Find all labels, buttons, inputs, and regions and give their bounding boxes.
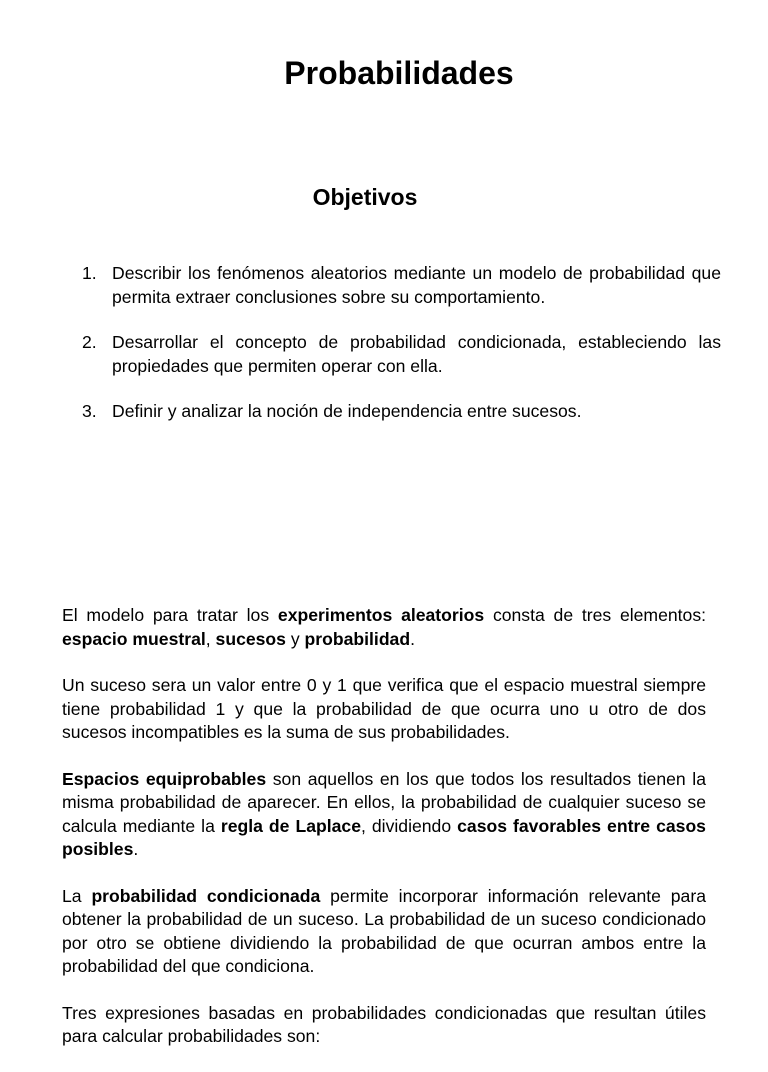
list-item (80, 400, 721, 424)
text-span: . (133, 839, 139, 859)
bold-term-espacio-muestral: espacio muestral (62, 628, 206, 649)
list-item (80, 262, 721, 309)
text-span: La (62, 885, 92, 906)
bold-term-casos-favorables: casos favorables entre casos posibles (62, 815, 706, 859)
bold-term-regla-de-laplace: regla de Laplace (220, 815, 361, 836)
text-span: permite incorporar información relevante para obtener la probabilidad de un suceso. La probabilidad de un suceso condicionado por otro se obtiene dividiendo la probabilidad de que ocurran ambos entre la probabilidad del que condiciona. (62, 885, 706, 976)
bold-term-probabilidad: probabilidad (304, 628, 411, 649)
bold-term-experimentos-aleatorios: experimentos aleatorios (277, 605, 485, 625)
text-span: Un suceso sera un valor entre 0 y 1 que verifica que el espacio muestral siempre tiene probabilidad 1 y que la probabilidad de que ocurra uno u otro de dos sucesos incompatibles es la suma de sus probabilidades. (62, 675, 706, 742)
paragraph-three-expressions (62, 1002, 706, 1049)
text-span: son aquellos en los que todos los resultados tienen la misma probabilidad de aparecer. En ellos, la probabilidad de cualquier suceso se calcula mediante la (62, 768, 706, 836)
paragraph-conditional-probability (62, 885, 706, 979)
text-span: El modelo para tratar los (62, 605, 278, 625)
list-number: 3. (82, 401, 97, 421)
text-span: , dividiendo (361, 815, 458, 836)
list-item-text: Desarrollar el concepto de probabilidad condicionada, estableciendo las propiedades que permiten operar con ella. (112, 332, 721, 376)
text-span: y (285, 628, 305, 649)
list-item-text: Definir y analizar la noción de independencia entre sucesos. (112, 401, 582, 421)
paragraph-random-experiments (62, 604, 706, 651)
bold-term-espacios-equiprobables: Espacios equiprobables (62, 768, 267, 789)
section-heading: Objetivos (312, 184, 418, 210)
bold-term-sucesos: sucesos (215, 628, 286, 649)
list-number: 1. (82, 263, 97, 283)
text-span: , (205, 628, 216, 649)
text-span: consta de tres elementos: (484, 605, 707, 625)
list-item-text: Describir los fenómenos aleatorios mediante un modelo de probabilidad que permita extraer conclusiones sobre su comportamiento. (112, 263, 721, 307)
objectives-list (80, 262, 721, 446)
paragraph-event-definition (62, 674, 706, 745)
bold-term-probabilidad-condicionada: probabilidad condicionada (91, 885, 321, 906)
text-span: Tres expresiones basadas en probabilidades condicionadas que resultan útiles para calcular probabilidades son: (62, 1002, 706, 1046)
page-title: Probabilidades (284, 55, 514, 91)
list-item (80, 331, 721, 378)
paragraph-equiprobable-spaces (62, 768, 706, 862)
body-text (62, 604, 706, 1072)
list-number: 2. (82, 332, 97, 352)
text-span: . (410, 628, 415, 649)
